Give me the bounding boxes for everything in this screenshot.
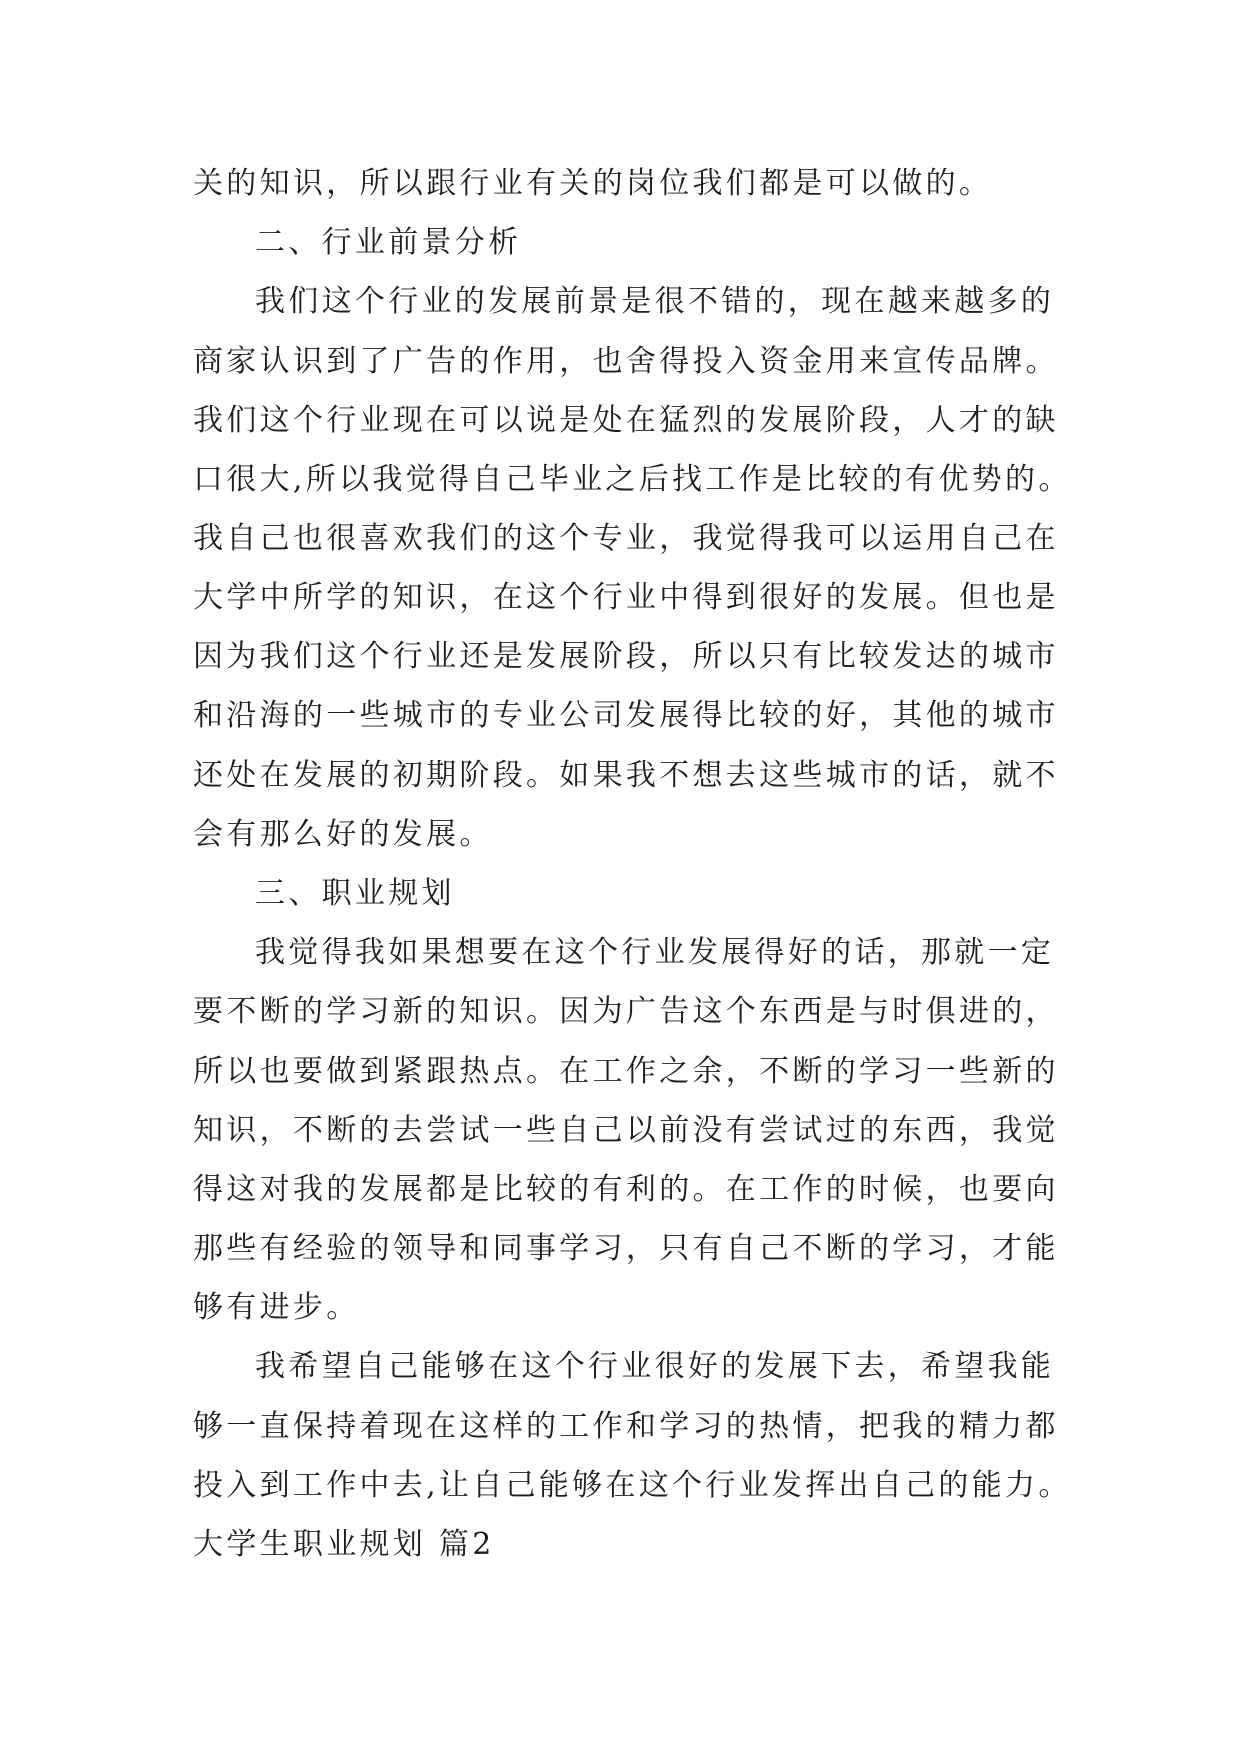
section-heading: 二、行业前景分析 <box>255 225 522 260</box>
text-line: 知识，不断的去尝试一些自己以前没有尝试过的东西，我觉 <box>193 1113 1059 1148</box>
text-line: 大学中所学的知识，在这个行业中得到很好的发展。但也是 <box>193 580 1059 615</box>
text-line: 口很大,所以我觉得自己毕业之后找工作是比较的有优势的。 <box>193 462 1072 497</box>
text-line: 和沿海的一些城市的专业公司发展得比较的好，其他的城市 <box>193 698 1059 733</box>
text-line: 商家认识到了广告的作用，也舍得投入资金用来宣传品牌。 <box>193 344 1059 379</box>
text-line: 我们这个行业的发展前景是很不错的，现在越来越多的 <box>255 284 1055 319</box>
text-line: 投入到工作中去,让自己能够在这个行业发挥出自己的能力。 <box>193 1468 1072 1503</box>
text-line: 要不断的学习新的知识。因为广告这个东西是与时俱进的， <box>193 994 1059 1029</box>
text-line: 会有那么好的发展。 <box>193 817 493 852</box>
text-line: 够有进步。 <box>193 1290 360 1325</box>
text-line: 还处在发展的初期阶段。如果我不想去这些城市的话，就不 <box>193 758 1059 793</box>
text-line: 因为我们这个行业还是发展阶段，所以只有比较发达的城市 <box>193 639 1059 674</box>
text-line: 关的知识，所以跟行业有关的岗位我们都是可以做的。 <box>193 166 993 201</box>
document-section-title: 大学生职业规划 篇2 <box>193 1527 495 1562</box>
text-line: 我希望自己能够在这个行业很好的发展下去，希望我能 <box>255 1349 1055 1384</box>
text-line: 我觉得我如果想要在这个行业发展得好的话，那就一定 <box>255 935 1055 970</box>
text-line: 我们这个行业现在可以说是处在猛烈的发展阶段，人才的缺 <box>193 403 1059 438</box>
text-line: 得这对我的发展都是比较的有利的。在工作的时候，也要向 <box>193 1172 1059 1207</box>
text-line: 够一直保持着现在这样的工作和学习的热情，把我的精力都 <box>193 1409 1059 1444</box>
text-line: 所以也要做到紧跟热点。在工作之余，不断的学习一些新的 <box>193 1054 1059 1089</box>
section-heading: 三、职业规划 <box>255 876 455 911</box>
text-line: 我自己也很喜欢我们的这个专业，我觉得我可以运用自己在 <box>193 521 1059 556</box>
text-line: 那些有经验的领导和同事学习，只有自己不断的学习，才能 <box>193 1231 1059 1266</box>
